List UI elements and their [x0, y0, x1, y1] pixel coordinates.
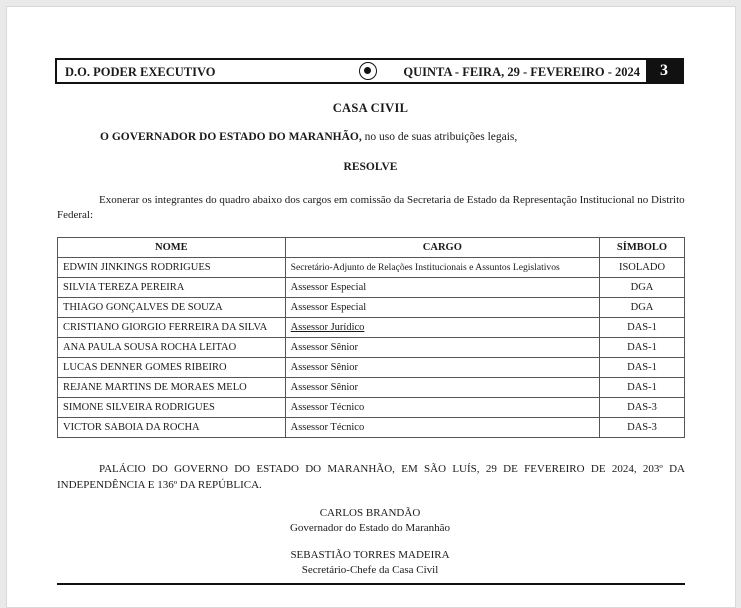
cell-nome: VICTOR SABOIA DA ROCHA: [58, 418, 286, 438]
cell-nome: SILVIA TEREZA PEREIRA: [58, 278, 286, 298]
cell-nome: EDWIN JINKINGS RODRIGUES: [58, 258, 286, 278]
gazette-header: [55, 58, 684, 84]
intro-line: [100, 131, 517, 143]
cell-simbolo: ISOLADO: [600, 258, 685, 278]
signatory-role: Secretário-Chefe da Casa Civil: [301, 564, 439, 576]
cell-simbolo: DAS-1: [600, 358, 685, 378]
cell-simbolo: DAS-1: [600, 378, 685, 398]
cell-cargo: Assessor Jurídico: [285, 318, 599, 338]
table-row: [58, 358, 685, 378]
gazette-name: D.O. PODER EXECUTIVO: [65, 65, 216, 79]
table-row: [58, 378, 685, 398]
intro-bold: O GOVERNADOR DO ESTADO DO MARANHÃO,: [100, 131, 362, 143]
cell-nome: REJANE MARTINS DE MORAES MELO: [58, 378, 286, 398]
table-header-row: [58, 238, 685, 258]
page-number: 3: [646, 60, 682, 82]
cell-cargo: Assessor Especial: [285, 298, 599, 318]
cell-cargo: Assessor Especial: [285, 278, 599, 298]
header-nome: NOME: [58, 238, 286, 258]
cell-simbolo: DAS-1: [600, 318, 685, 338]
table-row: [58, 338, 685, 358]
cell-nome: THIAGO GONÇALVES DE SOUZA: [58, 298, 286, 318]
dismissal-table: [57, 237, 685, 438]
cell-cargo: Assessor Sênior: [285, 338, 599, 358]
cell-simbolo: DAS-1: [600, 338, 685, 358]
cell-simbolo: DAS-3: [600, 398, 685, 418]
issue-date: QUINTA - FEIRA, 29 - FEVEREIRO - 2024: [403, 65, 640, 79]
table-row: [58, 298, 685, 318]
bottom-rule: [57, 583, 685, 585]
cell-nome: LUCAS DENNER GOMES RIBEIRO: [58, 358, 286, 378]
intro-rest: no uso de suas atribuições legais,: [361, 131, 518, 143]
cell-cargo: Assessor Técnico: [285, 398, 599, 418]
decree-paragraph: Exonerar os integrantes do quadro abaixo dos cargos em comissão da Secretaria de Estado da Representação Institucional no Distrito Federal:: [57, 194, 685, 221]
signatory-role: Governador do Estado do Maranhão: [289, 522, 451, 534]
resolve-heading: RESOLVE: [343, 161, 398, 173]
header-cargo: CARGO: [285, 238, 599, 258]
cell-nome: SIMONE SILVEIRA RODRIGUES: [58, 398, 286, 418]
cell-cargo: Secretário-Adjunto de Relações Institucionais e Assuntos Legislativos: [285, 258, 599, 278]
signatory-name: SEBASTIÃO TORRES MADEIRA: [290, 549, 450, 561]
signature-governor: [210, 506, 530, 536]
header-simbolo: SÍMBOLO: [600, 238, 685, 258]
cell-simbolo: DAS-3: [600, 418, 685, 438]
closing-paragraph: PALÁCIO DO GOVERNO DO ESTADO DO MARANHÃO, EM SÃO LUÍS, 29 DE FEVEREIRO DE 2024, 203º DA INDEPENDÊNCIA E 136º DA REPÚBLICA.: [57, 463, 685, 491]
cell-nome: CRISTIANO GIORGIO FERREIRA DA SILVA: [58, 318, 286, 338]
table-row: [58, 418, 685, 438]
cell-cargo: Assessor Técnico: [285, 418, 599, 438]
signatory-name: CARLOS BRANDÃO: [319, 507, 421, 519]
signature-secretary: [210, 548, 530, 578]
table-row: [58, 398, 685, 418]
section-title: CASA CIVIL: [332, 101, 409, 115]
cell-simbolo: DGA: [600, 298, 685, 318]
table-row: [58, 318, 685, 338]
table-row: [58, 278, 685, 298]
cell-simbolo: DGA: [600, 278, 685, 298]
table-row: [58, 258, 685, 278]
cell-nome: ANA PAULA SOUSA ROCHA LEITAO: [58, 338, 286, 358]
state-seal-icon: [359, 62, 377, 80]
cell-cargo: Assessor Sênior: [285, 358, 599, 378]
cell-cargo: Assessor Sênior: [285, 378, 599, 398]
